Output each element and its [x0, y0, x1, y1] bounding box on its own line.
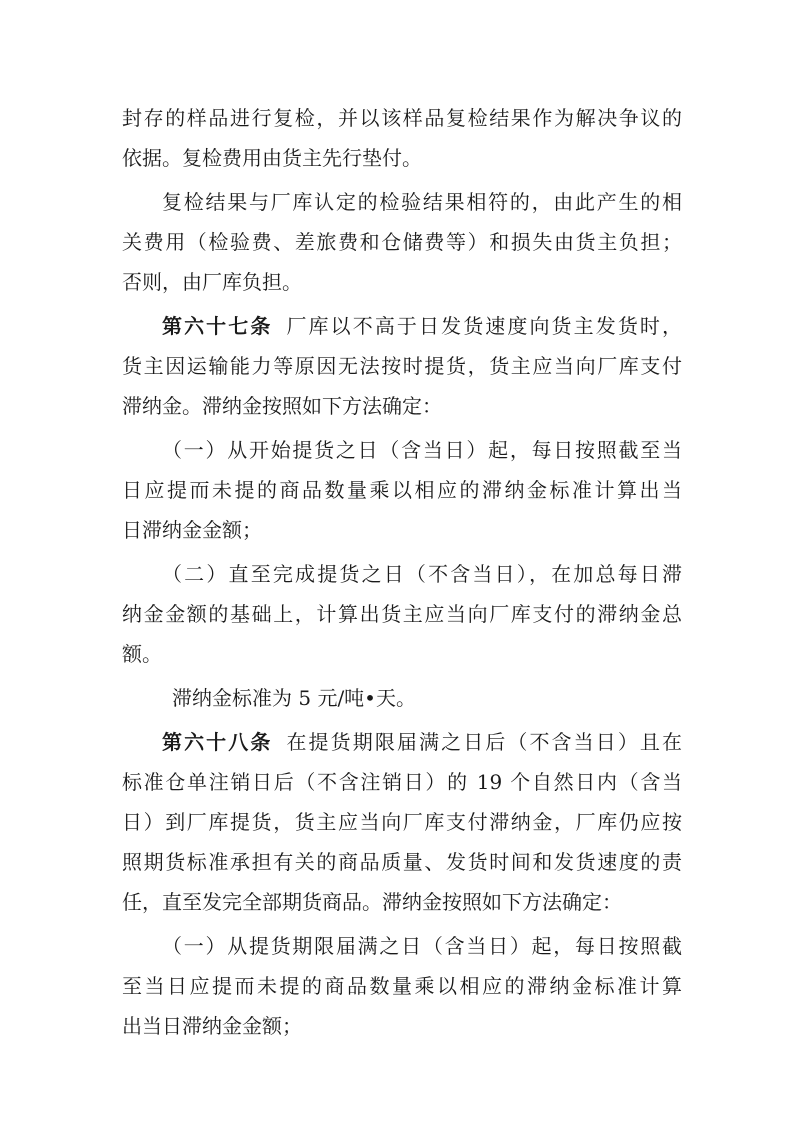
paragraph-line: 滞纳金标准为 5 元/吨•天。	[172, 686, 416, 710]
paragraph-line: 标准仓单注销日后（不含注销日）的 19 个自然日内（含当	[122, 770, 682, 794]
paragraph-line: 照期货标准承担有关的商品质量、发货时间和发货速度的责	[122, 850, 682, 874]
paragraph-line: 纳金金额的基础上，计算出货主应当向厂库支付的滞纳金总	[122, 602, 682, 626]
paragraph-line: 日应提而未提的商品数量乘以相应的滞纳金标准计算出当	[122, 478, 682, 502]
paragraph-line: 任，直至发完全部期货商品。滞纳金按照如下方法确定：	[122, 890, 622, 914]
article-line	[162, 312, 682, 340]
article-line	[162, 728, 682, 756]
paragraph-line: 日）到厂库提货，货主应当向厂库支付滞纳金，厂库仍应按	[122, 810, 682, 834]
paragraph-line: 复检结果与厂库认定的检验结果相符的，由此产生的相	[162, 190, 682, 214]
article-text: 厂库以不高于日发货速度向货主发货时，	[286, 314, 683, 338]
paragraph-line: （二）直至完成提货之日（不含当日），在加总每日滞	[162, 562, 682, 586]
paragraph-line: 货主因运输能力等原因无法按时提货，货主应当向厂库支付	[122, 354, 682, 378]
paragraph-line: 否则，由厂库负担。	[122, 270, 302, 294]
paragraph-line: 出当日滞纳金金额；	[122, 1014, 302, 1038]
paragraph-line: 关费用（检验费、差旅费和仓储费等）和损失由货主负担；	[122, 230, 682, 254]
article-number-68: 第六十八条	[162, 730, 273, 754]
paragraph-line: 封存的样品进行复检，并以该样品复检结果作为解决争议的	[122, 106, 682, 130]
paragraph-line: （一）从开始提货之日（含当日）起，每日按照截至当	[162, 438, 682, 462]
paragraph-line: 额。	[122, 642, 162, 666]
article-text: 在提货期限届满之日后（不含当日）且在	[286, 730, 683, 754]
paragraph-line: 至当日应提而未提的商品数量乘以相应的滞纳金标准计算	[122, 974, 682, 998]
paragraph-line: 滞纳金。滞纳金按照如下方法确定：	[122, 394, 442, 418]
paragraph-line: 依据。复检费用由货主先行垫付。	[122, 146, 422, 170]
paragraph-line: 日滞纳金金额；	[122, 518, 262, 542]
article-number-67: 第六十七条	[162, 314, 273, 338]
paragraph-line: （一）从提货期限届满之日（含当日）起，每日按照截	[162, 934, 682, 958]
